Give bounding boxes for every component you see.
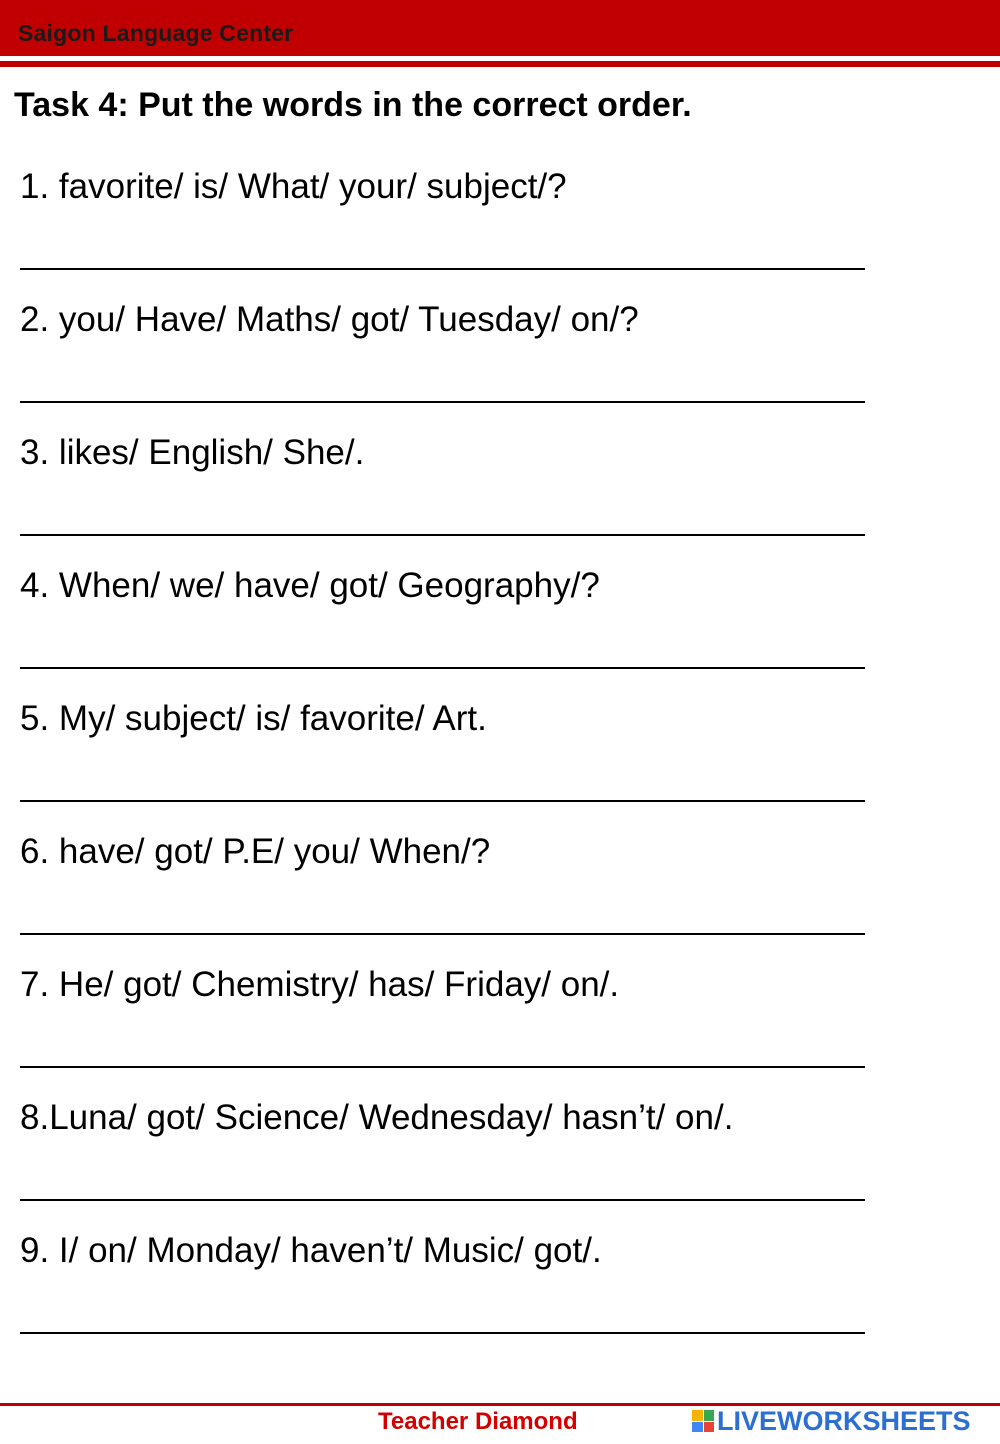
exercise-item-8: [20, 1098, 870, 1138]
liveworksheets-logo-icon: [692, 1410, 714, 1432]
answer-line[interactable]: [20, 534, 865, 536]
exercise-item-3: [20, 433, 870, 473]
exercise-prompt: 3. likes/ English/ She/.: [20, 433, 365, 472]
answer-line[interactable]: [20, 800, 865, 802]
exercise-prompt: 6. have/ got/ P.E/ you/ When/?: [20, 832, 491, 871]
exercise-item-9: [20, 1231, 870, 1271]
answer-line[interactable]: [20, 1066, 865, 1068]
exercise-prompt: 4. When/ we/ have/ got/ Geography/?: [20, 566, 600, 605]
exercise-prompt: 2. you/ Have/ Maths/ got/ Tuesday/ on/?: [20, 300, 639, 339]
brand-name: LIVEWORKSHEETS: [717, 1405, 971, 1436]
exercise-item-7: [20, 965, 870, 1005]
answer-line[interactable]: [20, 1199, 865, 1201]
liveworksheets-brand[interactable]: [692, 1404, 971, 1438]
answer-line[interactable]: [20, 933, 865, 935]
exercise-item-6: [20, 832, 870, 872]
exercise-item-1: [20, 167, 870, 207]
task-title: Task 4: Put the words in the correct order.: [14, 86, 692, 124]
answer-line[interactable]: [20, 401, 865, 403]
answer-line[interactable]: [20, 667, 865, 669]
header-title: Saigon Language Center: [18, 20, 294, 46]
answer-line[interactable]: [20, 1332, 865, 1334]
answer-line[interactable]: [20, 268, 865, 270]
exercise-item-2: [20, 300, 870, 340]
exercise-prompt: 8.Luna/ got/ Science/ Wednesday/ hasn’t/ on/.: [20, 1098, 734, 1137]
exercise-prompt: 7. He/ got/ Chemistry/ has/ Friday/ on/.: [20, 965, 620, 1004]
header-divider: [0, 61, 1000, 67]
exercise-item-4: [20, 566, 870, 606]
exercise-item-5: [20, 699, 870, 739]
teacher-credit: Teacher Diamond: [378, 1408, 578, 1435]
exercise-prompt: 1. favorite/ is/ What/ your/ subject/?: [20, 167, 567, 206]
exercise-prompt: 5. My/ subject/ is/ favorite/ Art.: [20, 699, 487, 738]
exercise-prompt: 9. I/ on/ Monday/ haven’t/ Music/ got/.: [20, 1231, 602, 1270]
